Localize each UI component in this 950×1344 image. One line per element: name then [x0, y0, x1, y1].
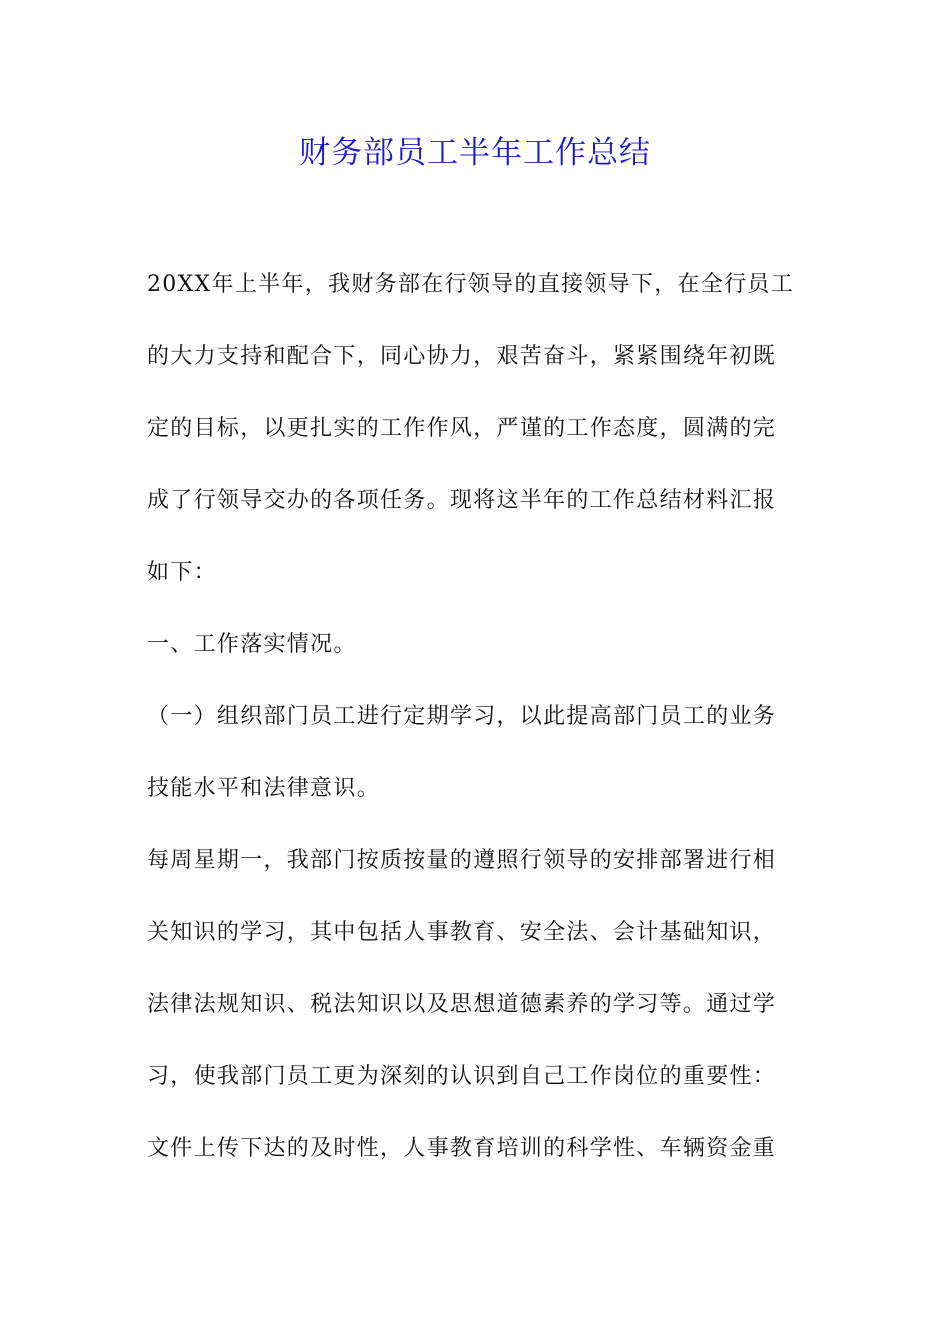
paragraph-line: 定的目标，以更扎实的工作作风，严谨的工作态度，圆满的完 [147, 416, 777, 441]
paragraph-line: 每周星期一，我部门按质按量的遵照行领导的安排部署进行相 [147, 848, 777, 873]
paragraph-line: 法律法规知识、税法知识以及思想道德素养的学习等。通过学 [147, 992, 777, 1017]
subsection-heading-line: 技能水平和法律意识。 [147, 776, 381, 801]
paragraph-line: 习，使我部门员工更为深刻的认识到自己工作岗位的重要性： [147, 1064, 777, 1089]
subsection-heading-line: （一）组织部门员工进行定期学习，以此提高部门员工的业务 [147, 704, 777, 729]
paragraph-line: 关知识的学习，其中包括人事教育、安全法、会计基础知识， [147, 920, 777, 945]
paragraph-line: 成了行领导交办的各项任务。现将这半年的工作总结材料汇报 [147, 488, 777, 513]
document-body [147, 261, 807, 1197]
document-title: 财务部员工半年工作总结 [299, 135, 651, 171]
paragraph-line: 20XX年上半年，我财务部在行领导的直接领导下，在全行员工 [147, 272, 795, 297]
paragraph-line: 如下： [147, 560, 217, 585]
paragraph-line: 文件上传下达的及时性，人事教育培训的科学性、车辆资金重 [147, 1136, 777, 1161]
section-heading: 一、工作落实情况。 [147, 632, 357, 657]
paragraph-line: 的大力支持和配合下，同心协力，艰苦奋斗，紧紧围绕年初既 [147, 344, 777, 369]
